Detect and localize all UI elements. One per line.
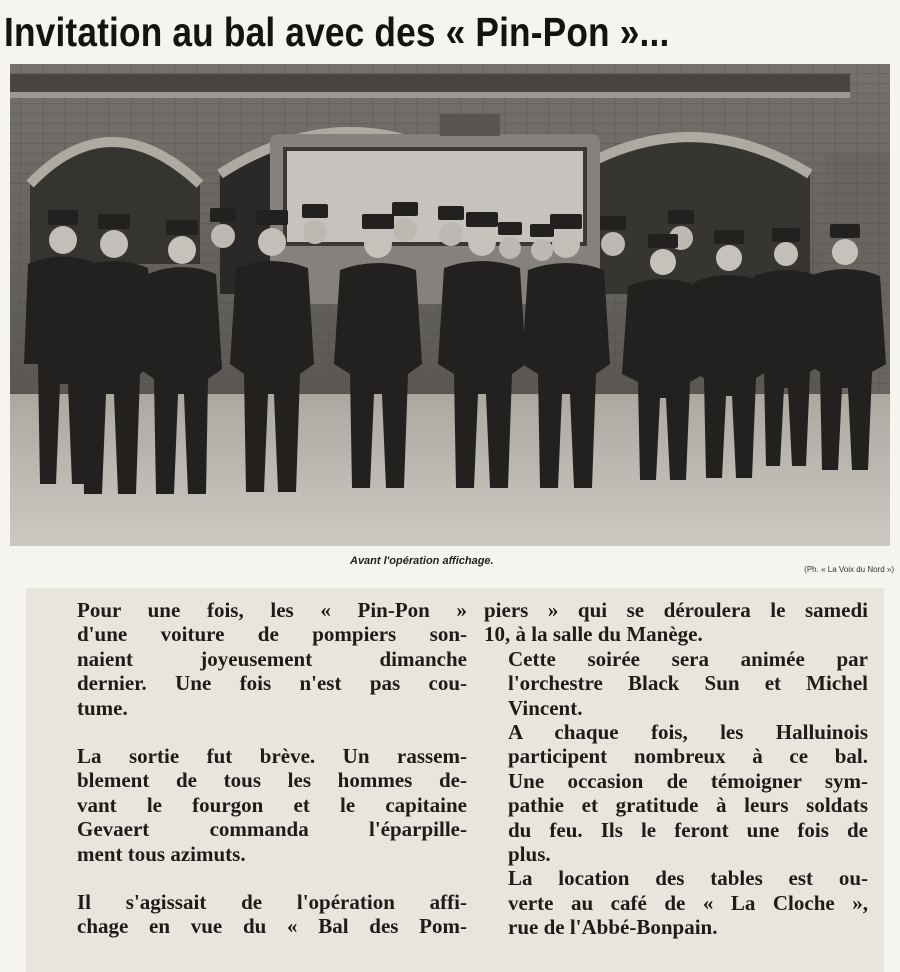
article-column-right xyxy=(484,598,868,940)
paragraph: Cette soirée sera animée par l'orchestre Black Sun et Michel Vincent. xyxy=(508,646,868,720)
paragraph: La location des tables est ou- verte au café de « La Cloche », rue de l'Abbé-Bonpain. xyxy=(508,866,868,940)
paragraph: piers » qui se déroulera le samedi 10, à la salle du Manège. xyxy=(484,598,868,647)
article-column-left xyxy=(53,598,467,939)
paragraph: La sortie fut brève. Un rassem- blement de tous les hommes de- vant le fourgon et le capitaine Gevaert commanda l'éparpille- ment tous azimuts. xyxy=(77,744,467,866)
paragraph: Il s'agissait de l'opération affi- chage en vue du « Bal des Pom- xyxy=(77,890,467,939)
newspaper-photo xyxy=(10,64,890,546)
headline: Invitation au bal avec des « Pin-Pon »... xyxy=(4,9,670,55)
paragraph: Pour une fois, les « Pin-Pon » d'une voiture de pompiers son- naient joyeusement dimanche dernier. Une fois n'est pas cou- tume. xyxy=(77,598,467,720)
paragraph: A chaque fois, les Halluinois participent nombreux à ce bal. Une occasion de témoigner sym- pathie et gratitude à leurs soldats du feu. Ils le feront une fois de plus. xyxy=(508,720,868,867)
article-body xyxy=(26,588,884,972)
photo-caption: Avant l'opération affichage. xyxy=(350,555,494,567)
photo-credit: (Ph. « La Voix du Nord ») xyxy=(804,565,894,574)
